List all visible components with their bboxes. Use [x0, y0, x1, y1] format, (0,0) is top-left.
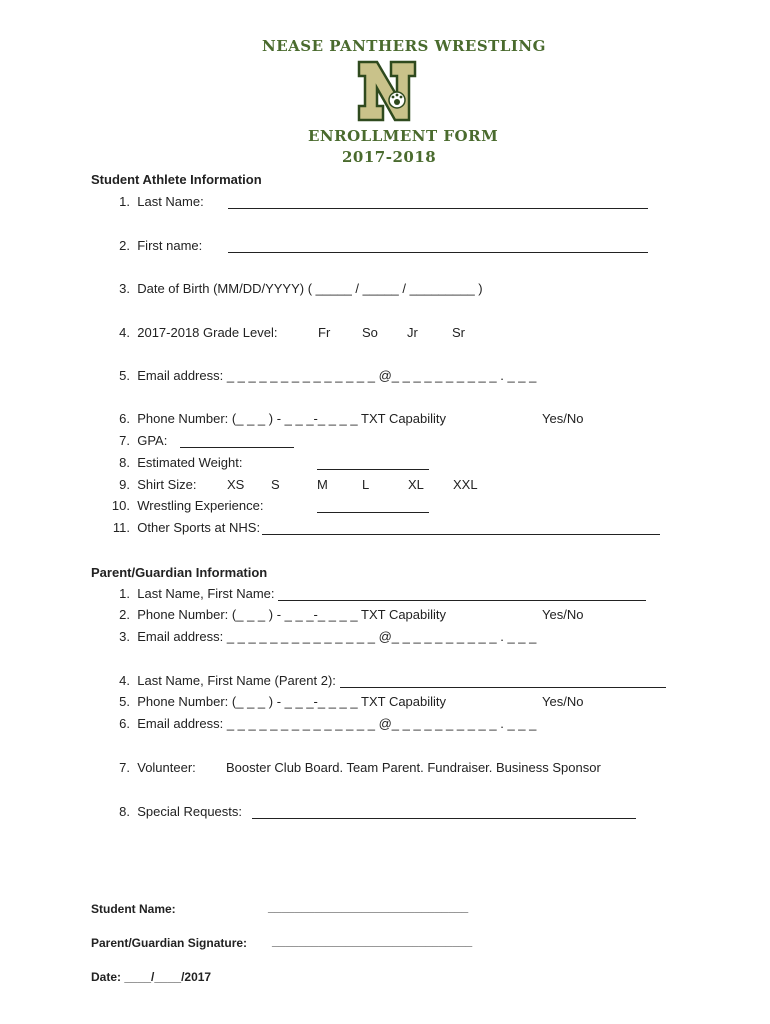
student-item-4: 4. 2017-2018 Grade Level: [119, 325, 278, 340]
special-requests-line[interactable] [252, 804, 636, 819]
size-m[interactable]: M [317, 477, 328, 492]
parent-item-3: 3. Email address: _ _ _ _ _ _ _ _ _ _ _ _ _ _ @_ _ _ _ _ _ _ _ _ _ . _ _ _ [119, 629, 537, 644]
parent-item-6: 6. Email address: _ _ _ _ _ _ _ _ _ _ _ _ _ _ @_ _ _ _ _ _ _ _ _ _ . _ _ _ [119, 716, 537, 731]
parent-item-5: 5. Phone Number: (_ _ _ ) - _ _ _-_ _ _ _ TXT Capability [119, 694, 447, 709]
size-l[interactable]: L [362, 477, 370, 492]
student-item-1: 1. Last Name: [119, 194, 204, 209]
student-name-blank[interactable]: ______________________________ [268, 900, 469, 914]
student-item-8: 8. Estimated Weight: [119, 455, 243, 470]
student-name-label: Student Name: [91, 902, 176, 916]
signature-blank[interactable]: ______________________________ [272, 934, 473, 948]
grade-fr[interactable]: Fr [318, 325, 331, 340]
parent-item-1: 1. Last Name, First Name: [119, 586, 275, 601]
last-name-line[interactable] [228, 194, 648, 209]
form-title: ENROLLMENT FORM [308, 127, 499, 145]
student-item-11: 11. Other Sports at NHS: [112, 520, 261, 535]
parent-section-label: Parent/Guardian Information [91, 565, 268, 580]
form-year: 2017-2018 [342, 148, 437, 166]
size-xl[interactable]: XL [408, 477, 424, 492]
parent2-name-line[interactable] [340, 673, 666, 688]
date-field[interactable]: Date: ____/____/2017 [91, 970, 212, 984]
other-sports-line[interactable] [262, 520, 660, 535]
student-section-label: Student Athlete Information [91, 172, 262, 187]
grade-jr[interactable]: Jr [407, 325, 418, 340]
student-item-3: 3. Date of Birth (MM/DD/YYYY) ( _____ / _____ / _________ ) [119, 281, 483, 296]
parent-item-2: 2. Phone Number: (_ _ _ ) - _ _ _-_ _ _ _ TXT Capability [119, 607, 447, 622]
student-txt-yes-no[interactable]: Yes/No [542, 411, 584, 426]
volunteer-options[interactable]: Booster Club Board. Team Parent. Fundraiser. Business Sponsor [226, 760, 601, 775]
first-name-line[interactable] [228, 238, 648, 253]
parent-item-7: 7. Volunteer: [119, 760, 196, 775]
parent1-txt-yes-no[interactable]: Yes/No [542, 607, 584, 622]
size-xxl[interactable]: XXL [453, 477, 478, 492]
experience-line[interactable] [317, 498, 429, 513]
gpa-line[interactable] [180, 433, 294, 448]
student-item-6: 6. Phone Number: (_ _ _ ) - _ _ _-_ _ _ _ TXT Capability [119, 411, 447, 426]
parent2-txt-yes-no[interactable]: Yes/No [542, 694, 584, 709]
grade-sr[interactable]: Sr [452, 325, 465, 340]
logo [357, 60, 417, 125]
grade-so[interactable]: So [362, 325, 378, 340]
header-title: NEASE PANTHERS WRESTLING [262, 37, 546, 55]
weight-line[interactable] [317, 455, 429, 470]
student-item-7: 7. GPA: [119, 433, 168, 448]
parent1-name-line[interactable] [278, 586, 646, 601]
student-item-9: 9. Shirt Size: [119, 477, 197, 492]
student-item-5: 5. Email address: _ _ _ _ _ _ _ _ _ _ _ _ _ _ @_ _ _ _ _ _ _ _ _ _ . _ _ _ [119, 368, 537, 383]
parent-item-4: 4. Last Name, First Name (Parent 2): [119, 673, 336, 688]
size-s[interactable]: S [271, 477, 280, 492]
student-item-2: 2. First name: [119, 238, 203, 253]
signature-label: Parent/Guardian Signature: [91, 936, 248, 950]
student-item-10: 10. Wrestling Experience: [111, 498, 264, 513]
size-xs[interactable]: XS [227, 477, 245, 492]
parent-item-8: 8. Special Requests: [119, 804, 243, 819]
